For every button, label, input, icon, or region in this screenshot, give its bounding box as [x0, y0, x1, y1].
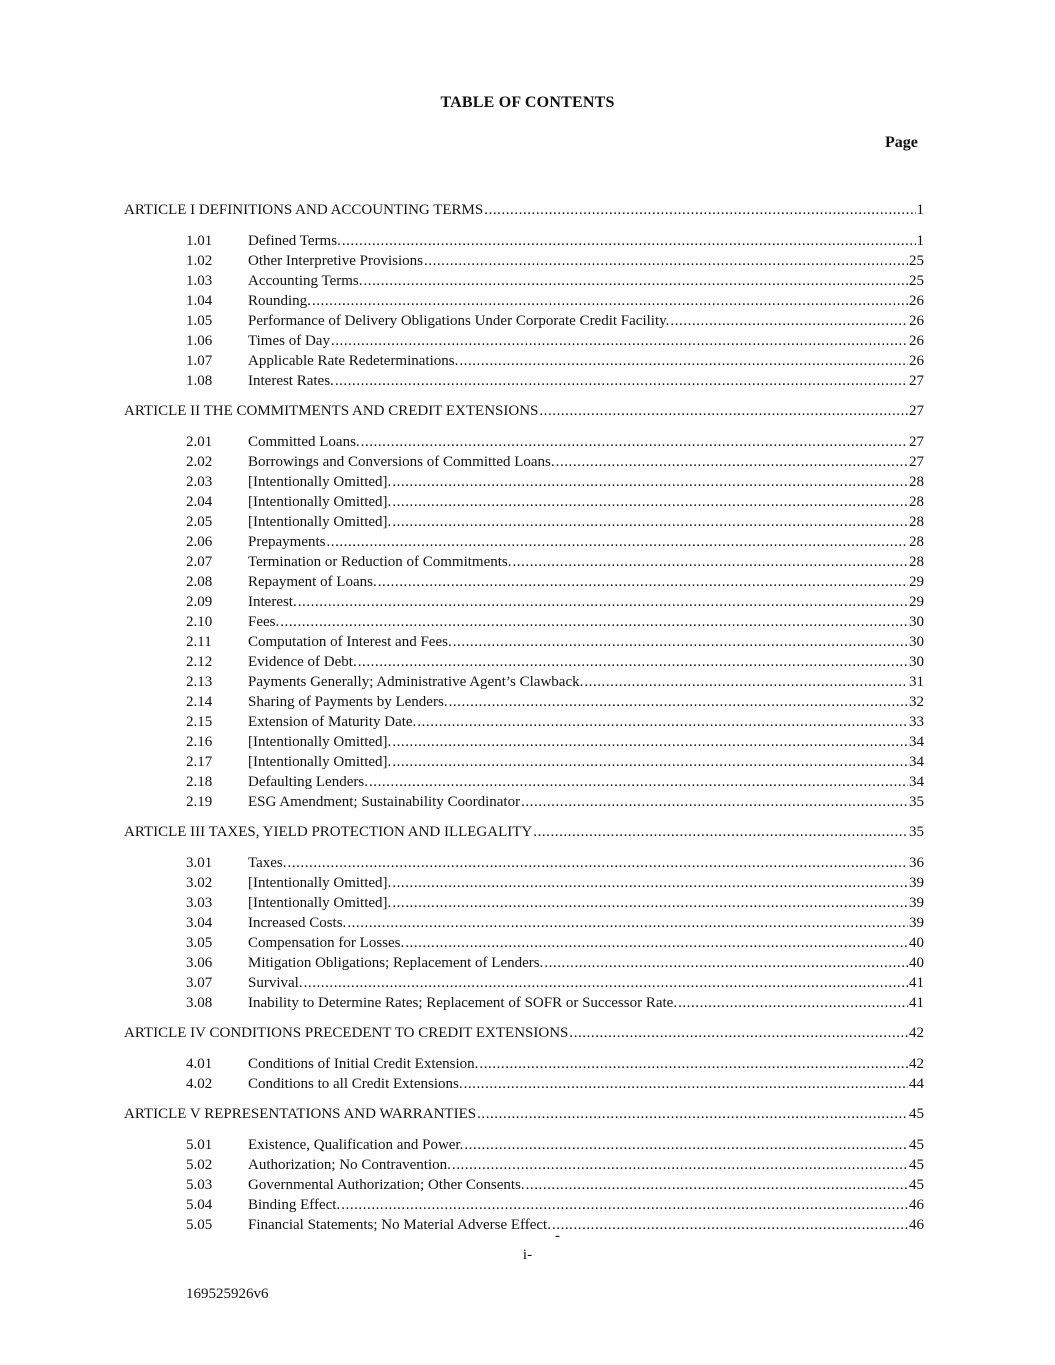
toc-section-entry[interactable]: [124, 472, 924, 492]
section-title: [Intentionally Omitted].: [248, 754, 392, 770]
toc-section-entry[interactable]: [124, 231, 924, 251]
section-number: 1.06: [186, 333, 213, 349]
article-heading: ARTICLE V REPRESENTATIONS AND WARRANTIES: [124, 1106, 477, 1122]
section-page-number: 26: [909, 353, 924, 369]
section-page-number: 28: [909, 534, 924, 550]
toc-section-entry[interactable]: [124, 251, 924, 271]
toc-section-entry[interactable]: [124, 632, 924, 652]
dot-leader: [331, 331, 908, 351]
dot-leader: [452, 1155, 908, 1175]
section-page-number: 34: [909, 774, 924, 790]
section-page-number: 33: [909, 714, 924, 730]
section-title: Binding Effect.: [248, 1197, 341, 1213]
section-page-number: 45: [909, 1137, 924, 1153]
dot-leader: [479, 1054, 908, 1074]
section-title: Financial Statements; No Material Adverse Effect.: [248, 1217, 551, 1233]
section-page-number: 40: [909, 935, 924, 951]
toc-section-entry[interactable]: [124, 933, 924, 953]
dot-leader: [405, 933, 908, 953]
article-heading: ARTICLE I DEFINITIONS AND ACCOUNTING TERMS: [124, 202, 484, 218]
dot-leader: [424, 251, 908, 271]
toc-section-entry[interactable]: [124, 893, 924, 913]
dot-leader: [552, 1215, 908, 1235]
section-title: Extension of Maturity Date.: [248, 714, 417, 730]
section-title: Defaulting Lenders.: [248, 774, 368, 790]
toc-section-entry[interactable]: [124, 1195, 924, 1215]
section-title: Mitigation Obligations; Replacement of Lenders.: [248, 955, 544, 971]
section-page-number: 26: [909, 333, 924, 349]
dot-leader: [378, 572, 908, 592]
article-page-number: 45: [909, 1106, 924, 1122]
toc-section-entry[interactable]: [124, 452, 924, 472]
section-number: 2.08: [186, 574, 213, 590]
section-title: ESG Amendment; Sustainability Coordinator: [248, 794, 521, 810]
section-number: 2.15: [186, 714, 213, 730]
section-number: 5.04: [186, 1197, 213, 1213]
section-number: 2.07: [186, 554, 213, 570]
section-number: 2.18: [186, 774, 213, 790]
section-title: Other Interpretive Provisions: [248, 253, 423, 269]
toc-section-entry[interactable]: [124, 973, 924, 993]
toc-article-entry[interactable]: [124, 1024, 924, 1042]
section-number: 3.05: [186, 935, 213, 951]
section-title: Conditions to all Credit Extensions.: [248, 1076, 463, 1092]
dot-leader: [392, 472, 908, 492]
dot-leader: [539, 402, 908, 420]
toc-section-entry[interactable]: [124, 572, 924, 592]
toc-section-entry[interactable]: [124, 953, 924, 973]
section-number: 2.17: [186, 754, 213, 770]
section-title: Prepayments: [248, 534, 326, 550]
toc-section-entry[interactable]: [124, 612, 924, 632]
section-number: 2.10: [186, 614, 213, 630]
section-title: Taxes.: [248, 855, 287, 871]
dot-leader: [464, 1135, 908, 1155]
section-number: 2.02: [186, 454, 213, 470]
toc-section-entry[interactable]: [124, 1135, 924, 1155]
toc-section-entry[interactable]: [124, 592, 924, 612]
section-page-number: 26: [909, 293, 924, 309]
section-number: 2.03: [186, 474, 213, 490]
toc-section-entry[interactable]: [124, 752, 924, 772]
section-number: 4.01: [186, 1056, 213, 1072]
section-number: 3.01: [186, 855, 213, 871]
toc-section-entry[interactable]: [124, 1175, 924, 1195]
toc-section-entry[interactable]: [124, 291, 924, 311]
section-number: 1.02: [186, 253, 213, 269]
section-title: Accounting Terms.: [248, 273, 363, 289]
section-title: Payments Generally; Administrative Agent’s Clawback.: [248, 674, 584, 690]
toc-section-entry[interactable]: [124, 772, 924, 792]
section-number: 2.04: [186, 494, 213, 510]
article-page-number: 35: [909, 824, 924, 840]
section-number: 5.01: [186, 1137, 213, 1153]
section-page-number: 45: [909, 1177, 924, 1193]
dot-leader: [544, 953, 908, 973]
section-page-number: 28: [909, 494, 924, 510]
section-page-number: 25: [909, 253, 924, 269]
section-number: 1.08: [186, 373, 213, 389]
toc-section-entry[interactable]: [124, 1074, 924, 1094]
section-number: 3.08: [186, 995, 213, 1011]
section-page-number: 30: [909, 654, 924, 670]
dot-leader: [335, 371, 908, 391]
toc-section-entry[interactable]: [124, 351, 924, 371]
section-number: 2.16: [186, 734, 213, 750]
section-title: Applicable Rate Redeterminations.: [248, 353, 459, 369]
article-page-number: 42: [909, 1025, 924, 1041]
section-number: 3.07: [186, 975, 213, 991]
section-number: 2.01: [186, 434, 213, 450]
section-number: 3.02: [186, 875, 213, 891]
section-title: [Intentionally Omitted].: [248, 514, 392, 530]
dot-leader: [369, 772, 908, 792]
toc-article-entry[interactable]: [124, 1105, 924, 1123]
section-number: 2.09: [186, 594, 213, 610]
section-page-number: 41: [909, 995, 924, 1011]
dot-leader: [358, 652, 908, 672]
section-title: Borrowings and Conversions of Committed Loans.: [248, 454, 555, 470]
dot-leader: [288, 853, 908, 873]
section-number: 3.03: [186, 895, 213, 911]
dot-leader: [556, 452, 908, 472]
dot-leader: [526, 1175, 908, 1195]
section-number: 2.14: [186, 694, 213, 710]
toc-section-entry[interactable]: [124, 652, 924, 672]
section-number: 2.19: [186, 794, 213, 810]
dot-leader: [678, 993, 908, 1013]
section-title: Times of Day: [248, 333, 330, 349]
article-heading: ARTICLE III TAXES, YIELD PROTECTION AND ILLEGALITY: [124, 824, 533, 840]
section-title: Fees.: [248, 614, 280, 630]
dot-leader: [477, 1105, 908, 1123]
document-id: 169525926v6: [186, 1286, 269, 1302]
dot-leader: [392, 732, 908, 752]
section-page-number: 27: [909, 373, 924, 389]
dot-leader: [459, 351, 908, 371]
toc-section-entry[interactable]: [124, 913, 924, 933]
section-page-number: 29: [909, 574, 924, 590]
dot-leader: [521, 792, 908, 812]
section-title: Evidence of Debt.: [248, 654, 357, 670]
dot-leader: [364, 271, 909, 291]
section-title: Defined Terms.: [248, 233, 341, 249]
section-page-number: 46: [909, 1217, 924, 1233]
section-page-number: 40: [909, 955, 924, 971]
section-number: 1.05: [186, 313, 213, 329]
article-page-number: 27: [909, 403, 924, 419]
section-number: 1.07: [186, 353, 213, 369]
section-page-number: 41: [909, 975, 924, 991]
section-title: Interest Rates.: [248, 373, 334, 389]
article-page-number: 1: [916, 202, 924, 218]
dot-leader: [533, 823, 908, 841]
section-page-number: 30: [909, 634, 924, 650]
page-column-header: Page: [885, 134, 918, 151]
toc-section-entry[interactable]: [124, 371, 924, 391]
dot-leader: [392, 873, 908, 893]
toc-section-entry[interactable]: [124, 492, 924, 512]
table-of-contents: [124, 201, 924, 1235]
section-title: Governmental Authorization; Other Consents.: [248, 1177, 525, 1193]
dot-leader: [584, 672, 908, 692]
footer-page-number: i-: [522, 1247, 533, 1263]
section-title: Conditions of Initial Credit Extension.: [248, 1056, 479, 1072]
section-page-number: 32: [909, 694, 924, 710]
section-list: [124, 1054, 924, 1094]
toc-article-entry[interactable]: [124, 402, 924, 420]
section-number: 3.06: [186, 955, 213, 971]
section-number: 2.11: [186, 634, 212, 650]
dot-leader: [392, 492, 908, 512]
section-page-number: 45: [909, 1157, 924, 1173]
section-page-number: 31: [909, 674, 924, 690]
section-page-number: 46: [909, 1197, 924, 1213]
section-list: [124, 231, 924, 391]
toc-section-entry[interactable]: [124, 311, 924, 331]
section-title: [Intentionally Omitted].: [248, 875, 392, 891]
section-page-number: 28: [909, 474, 924, 490]
section-number: 2.06: [186, 534, 213, 550]
section-title: [Intentionally Omitted].: [248, 474, 392, 490]
toc-article-entry[interactable]: [124, 823, 924, 841]
section-number: 5.05: [186, 1217, 213, 1233]
dot-leader: [453, 632, 908, 652]
toc-section-entry[interactable]: [124, 732, 924, 752]
toc-section-entry[interactable]: [124, 532, 924, 552]
section-page-number: 39: [909, 875, 924, 891]
section-number: 3.04: [186, 915, 213, 931]
dot-leader: [392, 893, 908, 913]
section-page-number: 39: [909, 915, 924, 931]
dot-leader: [417, 712, 908, 732]
section-title: [Intentionally Omitted].: [248, 895, 392, 911]
toc-section-entry[interactable]: [124, 712, 924, 732]
section-title: [Intentionally Omitted].: [248, 734, 392, 750]
dot-leader: [392, 512, 908, 532]
dot-leader: [304, 973, 908, 993]
dot-leader: [341, 1195, 908, 1215]
section-number: 1.01: [186, 233, 213, 249]
toc-section-entry[interactable]: [124, 1054, 924, 1074]
section-title: Computation of Interest and Fees.: [248, 634, 452, 650]
toc-section-entry[interactable]: [124, 512, 924, 532]
section-list: [124, 1135, 924, 1235]
dot-leader: [464, 1074, 908, 1094]
dot-leader: [392, 752, 908, 772]
dot-leader: [484, 201, 915, 219]
toc-section-entry[interactable]: [124, 552, 924, 572]
section-page-number: 34: [909, 734, 924, 750]
section-page-number: 35: [909, 794, 924, 810]
section-title: Repayment of Loans.: [248, 574, 377, 590]
section-number: 2.13: [186, 674, 213, 690]
section-title: [Intentionally Omitted].: [248, 494, 392, 510]
dot-leader: [513, 552, 909, 572]
section-title: Existence, Qualification and Power.: [248, 1137, 464, 1153]
section-page-number: 27: [909, 434, 924, 450]
toc-section-entry[interactable]: [124, 692, 924, 712]
dot-leader: [569, 1024, 908, 1042]
section-title: Increased Costs.: [248, 915, 347, 931]
section-page-number: 28: [909, 514, 924, 530]
section-page-number: 28: [909, 554, 924, 570]
footer-dash: -: [555, 1228, 560, 1244]
section-number: 4.02: [186, 1076, 213, 1092]
section-page-number: 39: [909, 895, 924, 911]
section-page-number: 29: [909, 594, 924, 610]
section-number: 5.03: [186, 1177, 213, 1193]
section-title: Committed Loans.: [248, 434, 360, 450]
section-page-number: 44: [909, 1076, 924, 1092]
section-number: 1.03: [186, 273, 213, 289]
section-title: Rounding.: [248, 293, 311, 309]
dot-leader: [342, 231, 916, 251]
dot-leader: [670, 311, 908, 331]
toc-section-entry[interactable]: [124, 1215, 924, 1235]
section-page-number: 25: [909, 273, 924, 289]
section-title: Sharing of Payments by Lenders.: [248, 694, 448, 710]
document-title: TABLE OF CONTENTS: [440, 94, 615, 111]
toc-section-entry[interactable]: [124, 271, 924, 291]
section-page-number: 34: [909, 754, 924, 770]
toc-section-entry[interactable]: [124, 1155, 924, 1175]
section-title: Interest.: [248, 594, 297, 610]
toc-section-entry[interactable]: [124, 873, 924, 893]
section-page-number: 27: [909, 454, 924, 470]
article-heading: ARTICLE IV CONDITIONS PRECEDENT TO CREDIT EXTENSIONS: [124, 1025, 569, 1041]
section-number: 5.02: [186, 1157, 213, 1173]
dot-leader: [280, 612, 908, 632]
section-page-number: 1: [916, 233, 924, 249]
section-list: [124, 853, 924, 1013]
section-number: 1.04: [186, 293, 213, 309]
dot-leader: [361, 432, 908, 452]
toc-section-entry[interactable]: [124, 432, 924, 452]
section-page-number: 42: [909, 1056, 924, 1072]
section-title: Authorization; No Contravention.: [248, 1157, 451, 1173]
dot-leader: [326, 532, 908, 552]
section-page-number: 36: [909, 855, 924, 871]
section-title: Compensation for Losses.: [248, 935, 405, 951]
section-page-number: 30: [909, 614, 924, 630]
dot-leader: [347, 913, 908, 933]
toc-section-entry[interactable]: [124, 672, 924, 692]
dot-leader: [449, 692, 908, 712]
section-title: Inability to Determine Rates; Replacement of SOFR or Successor Rate.: [248, 995, 678, 1011]
toc-section-entry[interactable]: [124, 792, 924, 812]
toc-article-entry[interactable]: [124, 201, 924, 219]
section-number: 2.12: [186, 654, 213, 670]
section-title: Termination or Reduction of Commitments.: [248, 554, 512, 570]
dot-leader: [298, 592, 908, 612]
toc-section-entry[interactable]: [124, 331, 924, 351]
toc-section-entry[interactable]: [124, 853, 924, 873]
dot-leader: [312, 291, 908, 311]
section-page-number: 26: [909, 313, 924, 329]
article-heading: ARTICLE II THE COMMITMENTS AND CREDIT EXTENSIONS: [124, 403, 539, 419]
toc-section-entry[interactable]: [124, 993, 924, 1013]
section-title: Performance of Delivery Obligations Under Corporate Credit Facility.: [248, 313, 670, 329]
section-number: 2.05: [186, 514, 213, 530]
section-list: [124, 432, 924, 812]
section-title: Survival.: [248, 975, 303, 991]
